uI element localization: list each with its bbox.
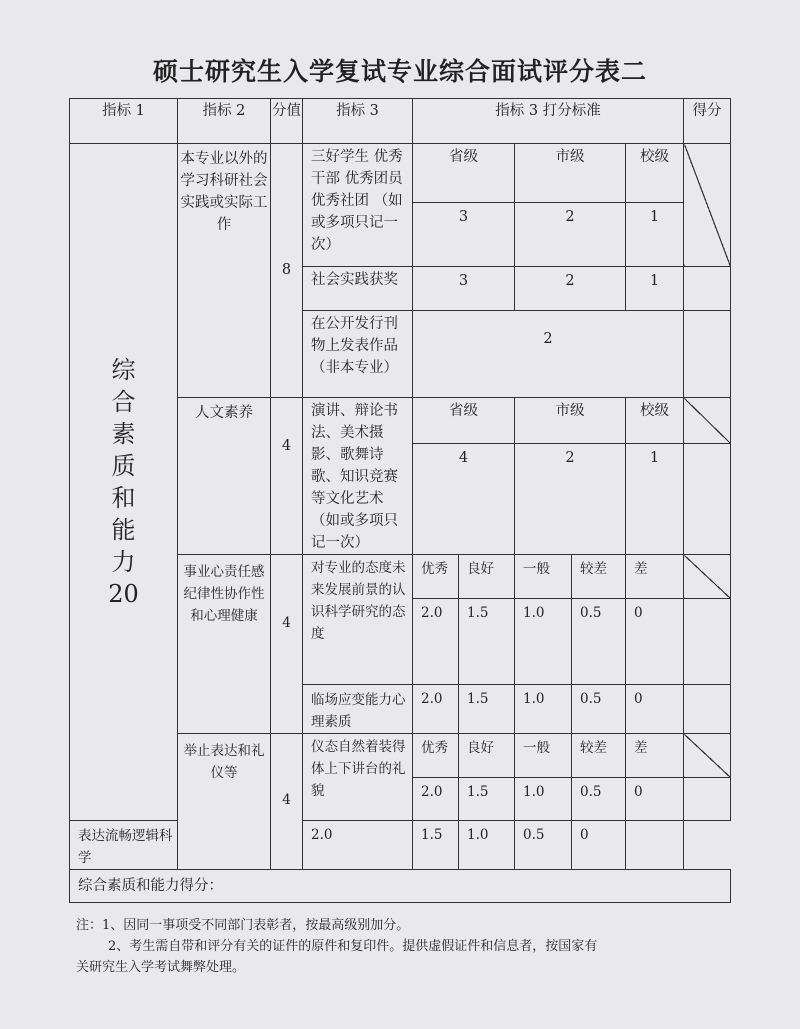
index3-cell: 临场应变能力心理素质 [303,685,413,734]
value-cell: 0 [626,778,684,821]
note-line: 关研究生入学考试舞弊处理。 [76,960,246,975]
score-cell[interactable] [626,821,684,870]
value-cell: 2.0 [303,821,413,870]
grade-cell: 优秀 [413,555,459,599]
points-cell: 4 [271,398,303,555]
value-cell: 0.5 [572,685,626,734]
value-cell: 3 [413,267,515,311]
header-index3: 指标 3 [303,99,413,144]
score-cell[interactable] [684,311,731,398]
index3-cell: 社会实践获奖 [303,267,413,311]
points-cell: 4 [271,734,303,870]
level-cell: 市级 [515,144,626,203]
header-standard: 指标 3 打分标准 [413,99,684,144]
level-cell: 市级 [515,398,626,444]
category-cell [70,144,178,821]
note-line: 注：1、因同一事项受不同部门表彰者，按最高级别加分。 [76,918,410,933]
index3-cell: 对专业的态度未来发展前景的认识科学研究的态度 [303,555,413,685]
value-cell: 1.5 [459,685,515,734]
index2-cell: 人文素养 [178,398,271,555]
header-index1: 指标 1 [70,99,178,144]
value-cell: 2.0 [413,778,459,821]
value-cell: 4 [413,444,515,555]
index3-cell: 演讲、辩论书法、美术摄影、歌舞诗歌、知识竞赛等文化艺术（如或多项只记一次） [303,398,413,555]
value-cell: 0.5 [515,821,572,870]
header-points: 分值 [271,99,303,144]
value-cell: 0 [626,599,684,685]
index2-cell: 举止表达和礼仪等 [178,734,271,870]
grade-cell: 一般 [515,734,572,778]
index3-cell: 表达流畅逻辑科学 [70,821,178,870]
value-cell: 2.0 [413,685,459,734]
points-cell: 8 [271,144,303,398]
score-cell[interactable] [684,144,731,267]
value-cell: 3 [413,203,515,267]
header-score: 得分 [684,99,731,144]
value-cell: 1.5 [413,821,459,870]
value-cell: 1.5 [459,778,515,821]
points-cell: 4 [271,555,303,734]
value-cell: 1.0 [515,685,572,734]
level-cell: 校级 [626,144,684,203]
grade-cell: 良好 [459,734,515,778]
value-cell: 0.5 [572,599,626,685]
header-index2: 指标 2 [178,99,271,144]
grade-cell: 优秀 [413,734,459,778]
score-cell[interactable] [684,778,731,821]
total-score-row[interactable]: 综合素质和能力得分： [70,870,731,903]
value-cell: 2 [515,444,626,555]
index2-cell: 本专业以外的学习科研社会实践或实际工作 [178,144,271,398]
value-cell: 2.0 [413,599,459,685]
index3-cell: 在公开发行刊物上发表作品（非本专业） [303,311,413,398]
grade-cell: 差 [626,734,684,778]
level-cell: 省级 [413,144,515,203]
value-cell: 2 [515,267,626,311]
grade-cell: 较差 [572,734,626,778]
value-cell: 1.0 [515,778,572,821]
value-cell: 0 [572,821,626,870]
value-cell: 0 [626,685,684,734]
value-cell: 1.5 [459,599,515,685]
score-cell[interactable] [684,734,731,778]
value-cell: 1.0 [459,821,515,870]
value-cell: 1 [626,444,684,555]
grade-cell: 一般 [515,555,572,599]
note-line: 2、考生需自带和评分有关的证件的原件和复印件。提供虚假证件和信息者，按国家有 [108,939,598,954]
score-cell[interactable] [684,398,731,444]
notes-section [76,915,716,978]
value-cell: 1.0 [515,599,572,685]
page-title: 硕士研究生入学复试专业综合面试评分表二 [152,57,647,86]
score-cell[interactable] [684,685,731,734]
score-table [69,98,731,903]
value-cell: 2 [413,311,684,398]
level-cell: 校级 [626,398,684,444]
grade-cell: 差 [626,555,684,599]
grade-cell: 良好 [459,555,515,599]
score-cell[interactable] [684,555,731,599]
index3-cell: 三好学生 优秀干部 优秀团员 优秀社团 （如或多项只记一次） [303,144,413,267]
level-cell: 省级 [413,398,515,444]
value-cell: 1 [626,203,684,267]
index3-cell: 仪态自然着装得体上下讲台的礼貌 [303,734,413,821]
index2-cell: 事业心责任感纪律性协作性和心理健康 [178,555,271,734]
value-cell: 1 [626,267,684,311]
value-cell: 2 [515,203,626,267]
category-label: 综合素质和能力20 [108,356,139,608]
score-cell[interactable] [684,267,731,311]
grade-cell: 较差 [572,555,626,599]
score-cell[interactable] [684,599,731,685]
value-cell: 0.5 [572,778,626,821]
score-cell[interactable] [684,444,731,555]
